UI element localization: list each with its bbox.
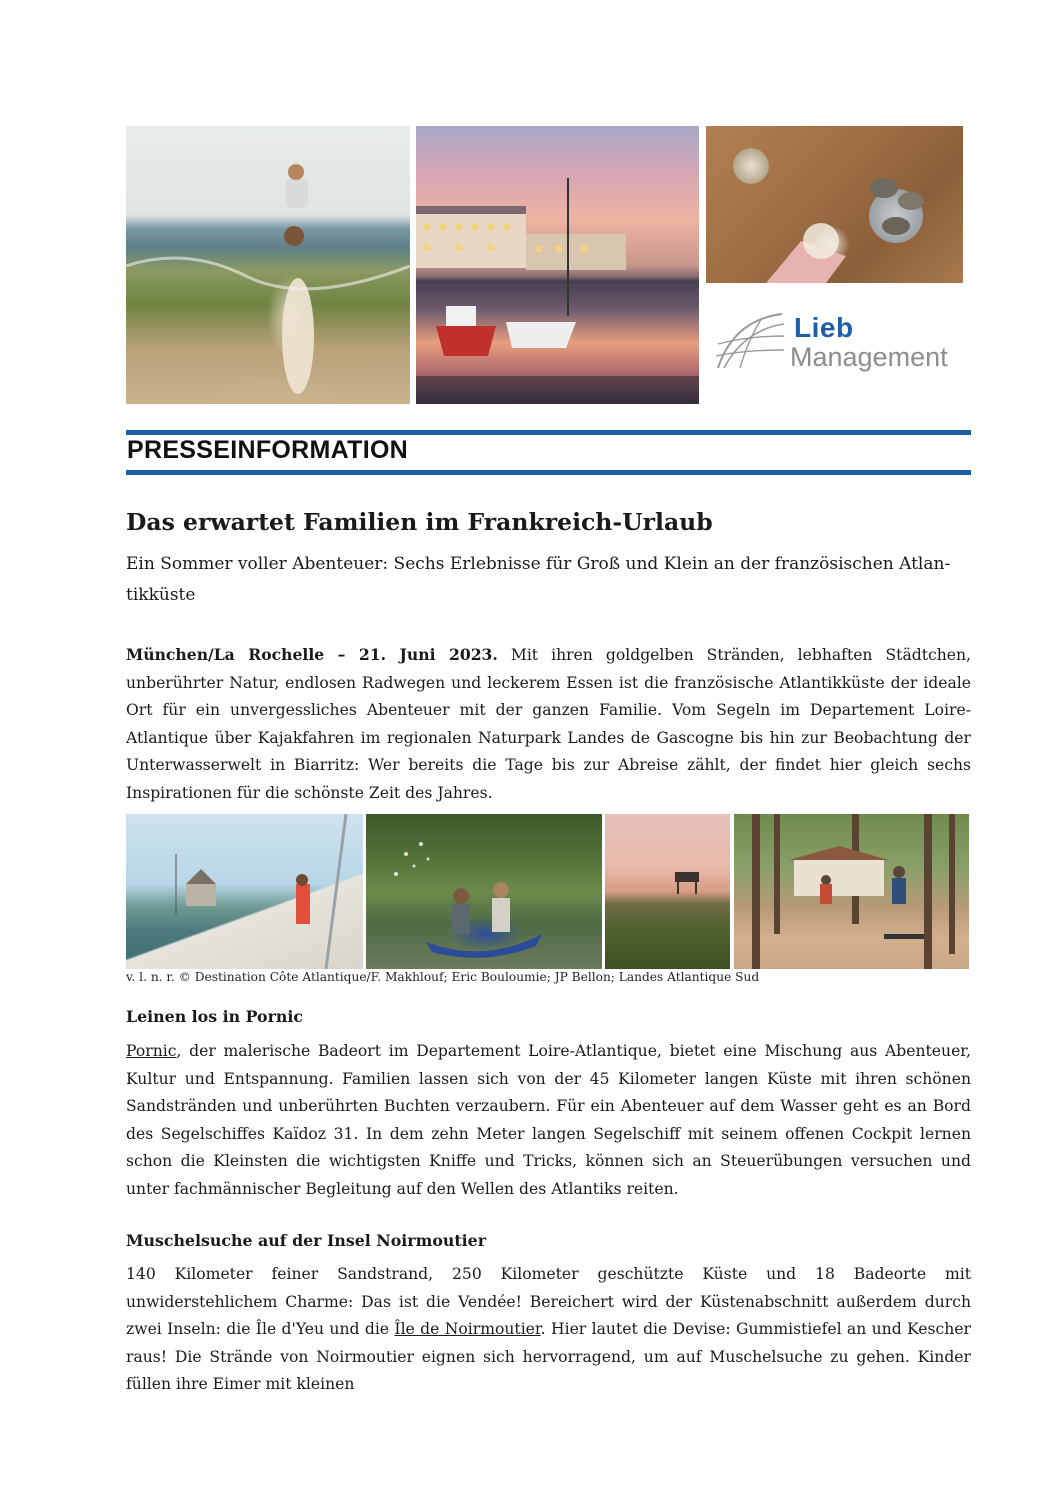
logo-text-management: Management: [790, 342, 948, 372]
section-body-pornic: , der malerische Badeort im Departement Loire-Atlantique, bietet eine Mischung aus Abenteuer, Kultur und Entspannung. Familien lassen sich von der 45 Kilometer langen Küste mit ihren schönen Sandstränden und unberührten Buchten verzaubern. Für ein Abenteuer auf dem Wasser geht es an Bord des Segelschiffes Kaïdoz 31. In dem zehn Meter langen Segelschiff mit seinem offenen Cockpit lernen schon die Kleinsten die wichtigsten Kniffe und Tricks, können sich an Steuerübungen versuchen und unter fachmännischer Begleitung auf den Wellen des Atlantiks reiten.: [126, 1042, 971, 1198]
section-body-noirmoutier-start: 140 Kilometer feiner Sandstrand, 250 Kilometer geschützte Küste und 18 Badeorte mit unwiderstehlichem Charme: Das ist die Vendée! Bereichert wird der Küstenabschnitt außerdem durch zwei Inseln: die Île d'Yeu und die: [126, 1265, 971, 1338]
section-title-pornic: Leinen los in Pornic: [126, 1007, 304, 1026]
section-text-noirmoutier: [126, 1261, 971, 1399]
harbor-illustration: [416, 126, 699, 404]
forest-illustration: [734, 814, 969, 969]
press-title: PRESSEINFORMATION: [127, 436, 409, 464]
intro-text: Mit ihren goldgelben Stränden, lebhaften Städtchen, unberührter Natur, endlosen Radwegen und leckerem Essen ist die französische Atlantikküste der ideale Ort für ein unvergessliches Abenteuer mit der ganzen Familie. Vom Segeln im Departement Loire-Atlantique über Kajakfahren im regionalen Naturpark Landes de Gascogne bis hin zur Beobachtung der Unterwasserwelt in Biarritz: Wer bereits die Tage bis zur Abreise zählt, der findet hier gleich sechs Inspirationen für die schönste Zeit des Jahres.: [126, 646, 971, 802]
marsh-illustration: [605, 814, 730, 969]
photo-marsh-sunset: [605, 814, 730, 969]
photo-oysters-table: [706, 126, 963, 283]
header-rule-bottom: [126, 470, 971, 475]
link-pornic[interactable]: Pornic: [126, 1042, 177, 1060]
photo-canoe-river: [366, 814, 602, 969]
sailing-illustration: [126, 814, 363, 969]
photo-harbor-sunset: [416, 126, 699, 404]
oysters-illustration: [706, 126, 963, 283]
intro-paragraph: [126, 641, 971, 807]
section-body-noirmoutier-end: . Hier lautet die Devise: Gummistiefel an und Kescher raus! Die Strände von Noirmoutier eignen sich hervorragend, um auf Muschelsuche zu gehen. Kinder füllen ihre Eimer mit kleinen: [126, 1320, 971, 1393]
section-title-noirmoutier: Muschelsuche auf der Insel Noirmoutier: [126, 1231, 487, 1250]
article-subheadline: Ein Sommer voller Abenteuer: Sechs Erlebnisse für Groß und Klein an der französischen Atlan-tikküste: [126, 554, 951, 605]
logo-globe-icon: [714, 310, 786, 372]
link-ile-de-noirmoutier[interactable]: Île de Noirmoutier: [394, 1320, 541, 1338]
photo-skate-forest: [734, 814, 969, 969]
header-rule-top: [126, 430, 971, 435]
photo-sailing-pornic: [126, 814, 363, 969]
lieb-management-logo: [706, 300, 963, 404]
photo-mother-child-coast: [126, 126, 410, 404]
photo-caption: v. l. n. r. © Destination Côte Atlantique/F. Makhlouf; Eric Bouloumie; JP Bellon; Landes Atlantique Sud: [126, 970, 760, 984]
section-text-pornic: [126, 1038, 971, 1203]
intro-dateline: München/La Rochelle – 21. Juni 2023.: [126, 645, 498, 664]
article-headline: Das erwartet Familien im Frankreich-Urlaub: [126, 508, 713, 536]
logo-text-lieb: Lieb: [794, 312, 854, 343]
coast-figures-illustration: [126, 126, 410, 404]
canoe-illustration: [366, 814, 602, 969]
